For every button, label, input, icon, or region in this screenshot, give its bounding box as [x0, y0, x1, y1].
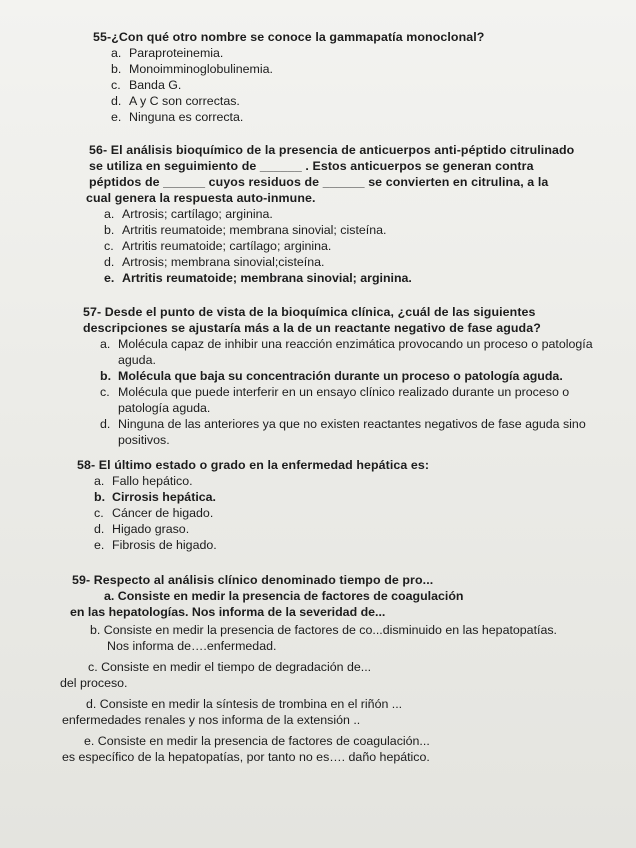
- question-56-options: [104, 206, 609, 286]
- question-55: [93, 29, 593, 125]
- question-57-line-1: 57- Desde el punto de vista de la bioquímica clínica, ¿cuál de las siguientes: [83, 305, 536, 319]
- option-55-c: c. Banda G.: [111, 78, 182, 92]
- question-56-line-1: 56- El análisis bioquímico de la presencia de anticuerpos anti-péptido citrulinado: [89, 143, 575, 157]
- option-59-d-line-2: enfermedades renales y nos informa de la extensión ..: [62, 713, 361, 727]
- question-57-line-2: descripciones se ajustaría más a la de un reactante negativo de fase aguda?: [83, 321, 541, 335]
- option-59-e-line-1: e. Consiste en medir la presencia de factores de coagulación...: [84, 734, 430, 748]
- option-59-d-line-1: d. Consiste en medir la síntesis de trombina en el riñón ...: [86, 697, 403, 711]
- question-56: [86, 142, 609, 286]
- question-55-text: 55-¿Con qué otro nombre se conoce la gammapatía monoclonal?: [93, 30, 485, 44]
- option-59-b-line-2: Nos informa de….enfermedad.: [107, 639, 277, 653]
- question-58: [77, 457, 597, 553]
- option-56-e: e. Artritis reumatoide; membrana sinovial; arginina.: [104, 271, 412, 285]
- question-57: [83, 304, 618, 448]
- option-58-a: a. Fallo hepático.: [94, 474, 193, 488]
- option-58-e: e. Fibrosis de higado.: [94, 538, 217, 552]
- option-55-a: a. Paraproteinemia.: [111, 46, 224, 60]
- option-57-a: a. Molécula capaz de inhibir una reacción enzimática provocando un proceso o patología aguda.: [100, 337, 593, 367]
- option-57-d: d. Ninguna de las anteriores ya que no existen reactantes negativos de fase aguda sino positivos.: [100, 417, 586, 447]
- question-56-line-3: péptidos de ______ cuyos residuos de ______ se convierten en citrulina, a la: [89, 175, 549, 189]
- question-59-text: 59- Respecto al análisis clínico denominado tiempo de pro...: [72, 573, 434, 587]
- option-55-d: d. A y C son correctas.: [111, 94, 240, 108]
- question-56-line-2: se utiliza en seguimiento de ______ . Estos anticuerpos se generan contra: [89, 159, 534, 173]
- question-59: [60, 572, 620, 765]
- question-56-line-4: cual genera la respuesta auto-inmune.: [86, 191, 316, 205]
- option-59-c-line-1: c. Consiste en medir el tiempo de degradación de...: [88, 660, 372, 674]
- option-58-d: d. Higado graso.: [94, 522, 190, 536]
- option-55-e: e. Ninguna es correcta.: [111, 110, 244, 124]
- question-55-options: [111, 45, 593, 125]
- option-57-c: c. Molécula que puede interferir en un ensayo clínico realizado durante un proceso o patología aguda.: [100, 385, 570, 415]
- option-55-b: b. Monoimminoglobulinemia.: [111, 62, 273, 76]
- option-56-a: a. Artrosis; cartílago; arginina.: [104, 207, 273, 221]
- question-58-text: 58- El último estado o grado en la enfermedad hepática es:: [77, 458, 430, 472]
- option-59-a-line-2: en las hepatologías. Nos informa de la severidad de...: [70, 605, 386, 619]
- option-59-c-line-2: del proceso.: [60, 676, 128, 690]
- question-57-options: [100, 336, 618, 448]
- option-59-e-line-2: es específico de la hepatopatías, por tanto no es…. daño hepático.: [62, 750, 430, 764]
- option-59-b-line-1: b. Consiste en medir la presencia de factores de co...disminuido en las hepatopatías.: [90, 623, 557, 637]
- option-58-b: b. Cirrosis hepática.: [94, 490, 216, 504]
- option-56-b: b. Artritis reumatoide; membrana sinovial; cisteína.: [104, 223, 387, 237]
- option-58-c: c. Cáncer de higado.: [94, 506, 214, 520]
- option-56-d: d. Artrosis; membrana sinovial;cisteína.: [104, 255, 325, 269]
- option-59-a-line-1: a. Consiste en medir la presencia de factores de coagulación: [104, 589, 464, 603]
- question-58-options: [94, 473, 597, 553]
- option-57-b: b. Molécula que baja su concentración durante un proceso o patología aguda.: [100, 369, 563, 383]
- option-56-c: c. Artritis reumatoide; cartílago; arginina.: [104, 239, 332, 253]
